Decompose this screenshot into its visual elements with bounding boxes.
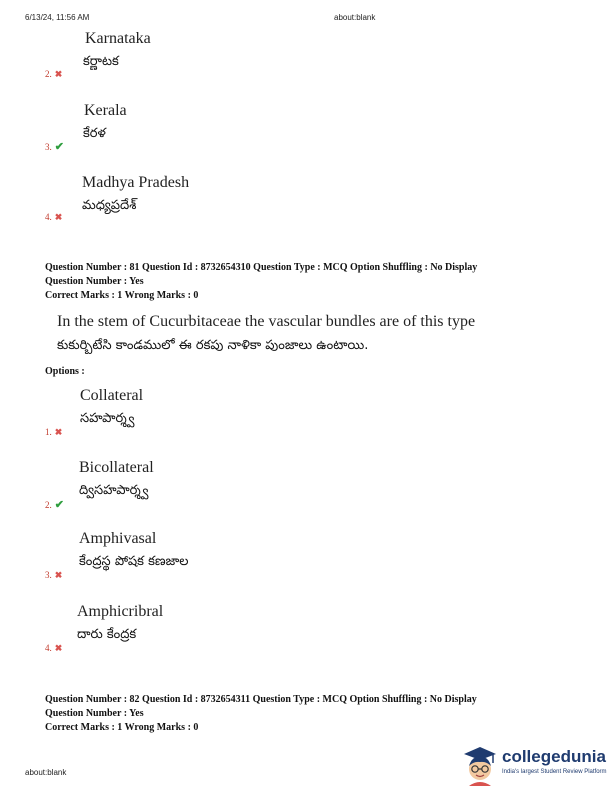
option-text-te: దారు కేంద్రక — [77, 627, 137, 642]
footer-url: about:blank — [25, 768, 67, 777]
option-text-te: సహపార్శ్వ — [80, 411, 135, 426]
brand-tagline: India's largest Student Review Platform — [502, 769, 607, 775]
option-text-te: కేరళ — [83, 126, 106, 141]
option-text-te: ద్విసహపార్శ్వ — [79, 483, 149, 498]
option-number: 1. ✖ — [45, 427, 63, 437]
option-number: 2. ✔ — [45, 499, 64, 511]
option-text-te: కేంద్రస్థ పోషక కణజాల — [79, 554, 189, 569]
wrong-mark-icon: ✖ — [54, 427, 63, 437]
wrong-mark-icon: ✖ — [54, 212, 63, 222]
options-label: Options : — [45, 366, 85, 377]
question-marks-line: Correct Marks : 1 Wrong Marks : 0 — [45, 290, 199, 301]
graduate-mascot-icon — [460, 744, 500, 788]
option-text-te: మధ్యప్రదేశ్ — [82, 198, 137, 213]
question-meta-line: Question Number : Yes — [45, 276, 144, 287]
print-datetime: 6/13/24, 11:56 AM — [25, 13, 90, 22]
option-number: 3. ✖ — [45, 570, 63, 580]
option-text-en: Bicollateral — [79, 459, 154, 476]
correct-check-icon: ✔ — [54, 141, 64, 153]
option-text-en: Karnataka — [85, 30, 151, 47]
option-text-en: Madhya Pradesh — [82, 174, 190, 191]
question-text-en: In the stem of Cucurbitaceae the vascular bundles are of this type — [57, 313, 476, 330]
question-meta-line: Question Number : 81 Question Id : 8732654310 Question Type : MCQ Option Shuffling : No Display — [45, 262, 478, 273]
question-marks-line: Correct Marks : 1 Wrong Marks : 0 — [45, 722, 199, 733]
question-meta-line: Question Number : Yes — [45, 708, 144, 719]
brand-name: collegedunia — [502, 747, 606, 766]
question-81-meta — [45, 261, 477, 303]
option-number: 4. ✖ — [45, 643, 63, 653]
wrong-mark-icon: ✖ — [54, 570, 63, 580]
question-text-te: కుకుర్బిటేసి కాండములో ఈ రకపు నాళికా పుంజాలు ఉంటాయి. — [57, 338, 369, 353]
option-text-en: Amphivasal — [79, 530, 157, 547]
correct-check-icon: ✔ — [54, 499, 64, 511]
option-text-en: Kerala — [84, 102, 127, 119]
option-text-en: Amphicribral — [77, 603, 164, 620]
option-text-en: Collateral — [80, 387, 144, 404]
wrong-mark-icon: ✖ — [54, 643, 63, 653]
option-text-te: కర్ణాటక — [83, 54, 119, 69]
collegedunia-watermark — [460, 744, 610, 788]
option-number: 2. ✖ — [45, 69, 63, 79]
question-82-meta — [45, 693, 477, 735]
wrong-mark-icon: ✖ — [54, 69, 63, 79]
option-number: 3. ✔ — [45, 141, 64, 153]
option-number: 4. ✖ — [45, 212, 63, 222]
question-meta-line: Question Number : 82 Question Id : 8732654311 Question Type : MCQ Option Shuffling : No Display — [45, 694, 477, 705]
print-url: about:blank — [334, 13, 376, 22]
